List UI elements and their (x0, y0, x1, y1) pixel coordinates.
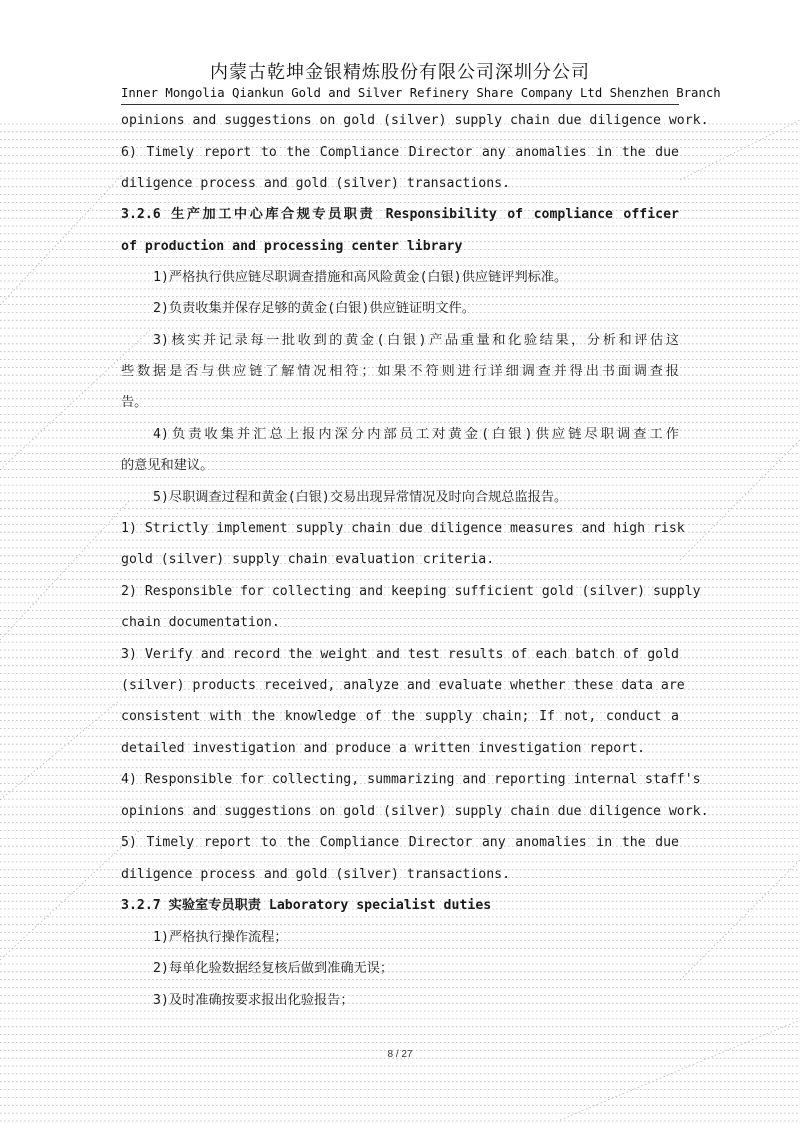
text-line: 4) Responsible for collecting, summarizing and reporting internal staff's (121, 772, 701, 787)
text-line: 2)负责收集并保存足够的黄金(白银)供应链证明文件。 (153, 301, 475, 316)
text-line: 5) Timely report to the Compliance Director any anomalies in the due (121, 835, 679, 850)
text-line: 的意见和建议。 (121, 458, 214, 473)
text-line: 4)负责收集并汇总上报内深分内部员工对黄金(白银)供应链尽职调查工作 (153, 427, 679, 442)
text-line: 3)及时准确按要求报出化验报告； (153, 993, 354, 1008)
section-heading: 3.2.7 实验室专员职责 Laboratory specialist duties (121, 898, 492, 913)
text-line: 告。 (121, 395, 148, 410)
page-number: 8 / 27 (387, 1049, 413, 1060)
text-line: diligence process and gold (silver) transactions. (121, 176, 511, 191)
section-heading: of production and processing center library (121, 239, 463, 254)
text-line: 2)每单化验数据经复核后做到准确无误； (153, 961, 394, 976)
section-heading: 3.2.6 生产加工中心库合规专员职责 Responsibility of compliance officer (121, 207, 679, 222)
text-line: opinions and suggestions on gold (silver) supply chain due diligence work. (121, 804, 709, 819)
text-line: 6) Timely report to the Compliance Director any anomalies in the due (121, 145, 679, 160)
text-line: diligence process and gold (silver) transactions. (121, 867, 511, 882)
text-line: 1) Strictly implement supply chain due diligence measures and high risk (121, 521, 685, 536)
text-line: 1)严格执行供应链尽职调查措施和高风险黄金(白银)供应链评判标准。 (153, 270, 568, 285)
header-title-cn: 内蒙古乾坤金银精炼股份有限公司深圳分公司 (210, 62, 590, 83)
text-line: 2) Responsible for collecting and keeping sufficient gold (silver) supply (121, 584, 701, 599)
text-line: (silver) products received, analyze and evaluate whether these data are (121, 678, 685, 693)
text-line: 3)核实并记录每一批收到的黄金(白银)产品重量和化验结果，分析和评估这 (153, 333, 679, 348)
text-line: opinions and suggestions on gold (silver) supply chain due diligence work. (121, 113, 709, 128)
text-line: 3) Verify and record the weight and test results of each batch of gold (121, 647, 679, 662)
text-line: consistent with the knowledge of the supply chain; If not, conduct a (121, 709, 679, 724)
text-line: chain documentation. (121, 615, 280, 630)
header-title-en: Inner Mongolia Qiankun Gold and Silver Refinery Share Company Ltd Shenzhen Branch (121, 86, 721, 100)
text-line: 些数据是否与供应链了解情况相符；如果不符则进行详细调查并得出书面调查报 (121, 364, 679, 379)
text-line: 1)严格执行操作流程； (153, 930, 288, 945)
text-line: gold (silver) supply chain evaluation criteria. (121, 552, 495, 567)
text-line: detailed investigation and produce a written investigation report. (121, 741, 646, 756)
text-line: 5)尽职调查过程和黄金(白银)交易出现异常情况及时向合规总监报告。 (153, 490, 568, 505)
header-divider (121, 104, 679, 105)
